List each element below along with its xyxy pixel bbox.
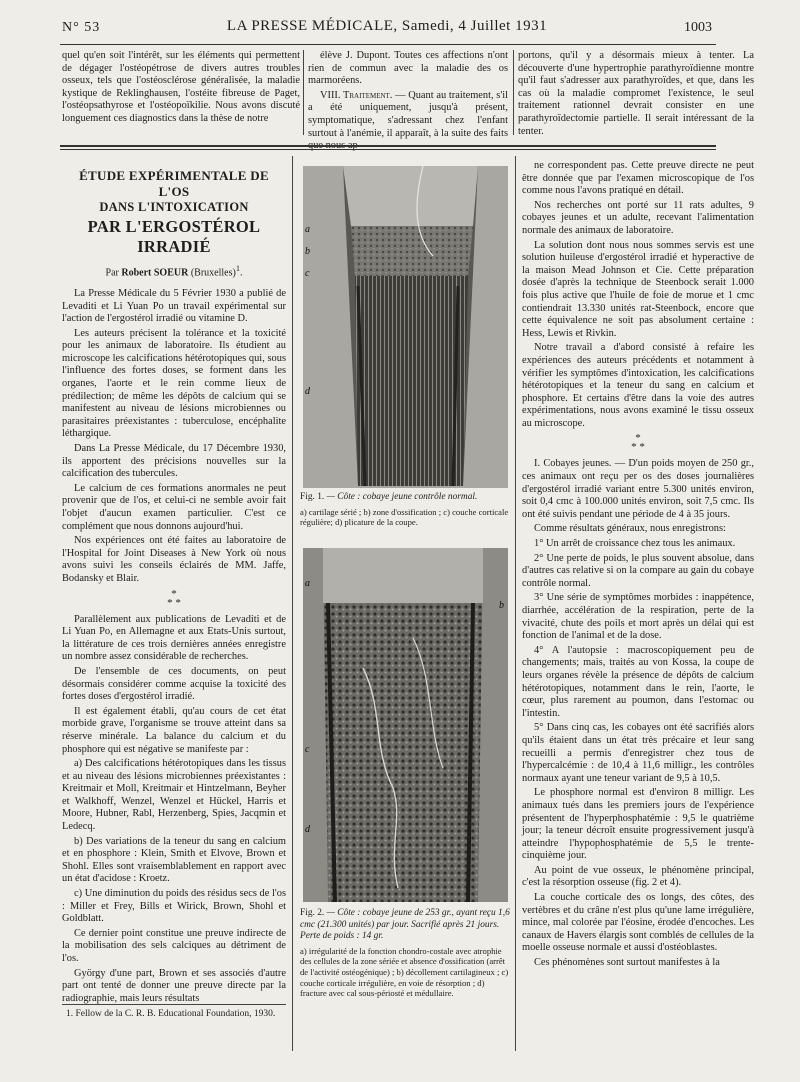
article-column-left <box>62 168 286 1007</box>
issue-date: Samedi, 4 Juillet 1931 <box>401 18 548 34</box>
column-rule <box>513 50 514 135</box>
figure-legend: a) irrégularité de la fonction chondro-costale avec atrophie des cellules de la zone sériée et absence d'ossification (arrêt de l'activité ostéogénique) ; b) décollement cartilagineux ; c) couche corticale irrégulière, en voie de résorption ; d) fracture avec cal sous-périosté et médullaire. <box>300 945 509 999</box>
section-rule-thin <box>60 149 716 150</box>
left-paragraphs-2 <box>62 614 286 1006</box>
column-rule <box>515 156 516 1051</box>
footnote-rule <box>62 1004 286 1005</box>
paragraph: Parallèlement aux publications de Levaditi et de Li Yuan Po, en Allemagne et aux Etats-Unis surtout, la littérature de ces trois dernières années enregistre un nombre assez considérable de recherches. <box>62 613 286 663</box>
paragraph: 3° Une série de symptômes morbides : inappétence, diarrhée, accélération de la respiration, perte de la vivacité, chute des poils et mort après un délai qui est fonction de l'animal et de la dose. <box>522 592 754 642</box>
page-number: 1003 <box>684 20 712 35</box>
paragraph: Notre travail a d'abord consisté à refaire les expériences des auteurs précédents et notamment à vérifier les symptômes d'intoxication, les calcifications hétérotopiques et la teneur du sang en calcium et phosphore. Et certains d'être dans la voie des autres expérimentations, nous avons examiné le tissu osseux au microscope. <box>522 342 754 429</box>
figure-1-caption: Fig. 1. — Côte : cobaye jeune contrôle normal. a) cartilage sérié ; b) zone d'ossification ; c) couche corticale régulière; d) plicature de la coupe. <box>300 492 512 528</box>
paragraph: a) Des calcifications hétérotopiques dans les tissus et au niveau des lésions microbiennes préexistantes : Kreitmair et Moll, Kreitmair et Hintzelmann, Beyher et Walkhoff, Wenzel, Wenzel et Hückel, Harris et Moore, Hubner, Rabl, Herzenberg, Spies, Jacqmin et Ledecq. <box>62 758 286 833</box>
paragraph: Ce dernier point constitue une preuve indirecte de la mobilisation des sels calciques au détriment de l'os. <box>62 927 286 965</box>
paragraph: c) Une diminution du poids des résidus secs de l'os : Miller et Frey, Bills et Wirick, Brown, Shohl et Goldblatt. <box>62 888 286 925</box>
figure-1-micrograph <box>303 166 508 488</box>
figure-number: Fig. 1. <box>300 492 325 502</box>
journal-name: LA PRESSE MÉDICALE, <box>226 18 398 34</box>
article-title-line-2: DANS L'INTOXICATION <box>99 200 249 214</box>
left-paragraphs <box>62 288 286 586</box>
paragraph: György d'une part, Brown et ses associés d'autre part ont tenté de donner une preuve directe par la radiographie, mais leurs résultats <box>62 967 286 1004</box>
paragraph: 4° A l'autopsie : macroscopiquement peu de changements; mais, traités au von Kossa, la coupe de leurs organes révèle la présence de dépôts de calcium hétérotopiques, notamment dans le rein, l'aorte, le cœur, plus rarement au poumon, dans l'estomac ou l'intestin. <box>522 644 754 719</box>
column-rule <box>292 156 293 1051</box>
paragraph: 5° Dans cinq cas, les cobayes ont été sacrifiés alors qu'ils étaient dans un état très précaire et leur sang recueilli a permis d'enregistrer chez tous de l'hypercalcémie : de 10,4 à 11,6 milligr., les contrôles normaux ayant une teneur variant de 9,5 à 10,5. <box>522 722 754 784</box>
footnote: 1. Fellow de la C. R. B. Educational Foundation, 1930. <box>66 1009 276 1019</box>
figure-label: c <box>305 744 310 755</box>
paragraph: I. Cobayes jeunes. — D'un poids moyen de 250 gr., ces animaux ont reçu per os des doses journalières d'ergostérol irradié variant entre 5.300 unités environ, soit 0,4 cmc à 100.000 unités environ, soit 7,5 cmc. Ils ont été suivis pendant une période de 4 à 35 jours. <box>522 458 754 520</box>
figure-2-caption: Fig. 2. — Côte : cobaye jeune de 253 gr., ayant reçu 1,6 cmc (21.300 unités) par jour. Sacrifié après 21 jours. Perte de poids : 14 gr. a) irrégularité de la fonction chondro-costale avec atrophie des cellules de la zone sériée et absence d'ossification (arrêt de l'activité ostéogénique) ; b) décollement cartilagineux ; c) couche corticale irrégulière, en voie de résorption ; d) fracture avec cal sous-périosté et médullaire. <box>300 908 512 999</box>
figure-legend: a) cartilage sérié ; b) zone d'ossification ; c) couche corticale régulière; d) plicature de la coupe. <box>300 506 509 528</box>
section-heading: VIII. Traitement. <box>320 89 393 101</box>
paragraph: Le phosphore normal est d'environ 8 milligr. Les animaux tués dans les premiers jours de l'expérience présentent de l'hyperphosphatémie : 9,5 le quatrième jour; la teneur décroît ensuite progressivement jusqu'à atteindre l'hypophosphatémie de 5,5 le trente-cinquième jour. <box>522 787 754 862</box>
figure-label: a <box>305 578 310 589</box>
paragraph: Les auteurs précisent la tolérance et la toxicité pour les animaux de laboratoire. Ils étudient au microscope les calcifications hétérotopiques qui, sous l'influence des fortes doses, se forment dans les organes, l'aorte et le rein comme lieux de prédilection; de même les dépôts de calcium qui se manifestent au niveau de lésions microbiennes ou parasitaires préexistantes : tuberculose, encéphalite léthargique. <box>62 327 286 440</box>
issue-number: N° 53 <box>62 20 101 35</box>
section-stars: * * * <box>167 587 181 609</box>
paragraph: b) Des variations de la teneur du sang en calcium et en phosphore : Klein, Smith et Elvove, Brown et Shohl. Elles sont vraisemblablement en rapport avec un état d'acidose : Kroetz. <box>62 835 286 885</box>
author-name: Robert SOEUR <box>121 267 189 279</box>
top-column-1 <box>62 50 300 128</box>
footnote-marker: 1 <box>235 264 240 273</box>
section-rule <box>60 145 716 147</box>
right-paragraphs-2 <box>522 458 754 969</box>
section-stars: * * * <box>631 432 645 454</box>
header-rule <box>60 44 716 45</box>
paragraph: 2° Une perte de poids, le plus souvent absolue, dans d'autres cas relative si on la compare au gain du cobaye contrôle normal. <box>522 552 754 589</box>
byline: Par Robert SOEUR (Bruxelles)$^1$. <box>105 264 243 279</box>
paragraph: quel qu'en soit l'intérêt, sur les éléments qui permettent de dégager l'ostéopétrose de divers autres troubles osseux, tels que l'ostéosclérose généralisée, la maladie kystique de Reklinghausen, l'ostéite fibreuse de Paget, l'ostéopsathyrose et l'ostéopoïkilie. Nous avons discuté longuement ces diagnostics dans la thèse de notre <box>62 50 300 124</box>
paragraph: Ces phénomènes sont surtout manifestes à la <box>534 957 720 969</box>
paragraph: Nos recherches ont porté sur 11 rats adultes, 9 cobayes jeunes et un adulte, recevant l'alimentation normale des animaux de laboratoire. <box>522 199 754 236</box>
paragraph: portons, qu'il y a désormais mieux à tenter. La découverte d'une hypertrophie parathyroïdienne montre qu'il faut s'adresser aux parathyroïdes, et que, dans les cas où la maladie compromet l'existence, le seul traitement rationnel devrait consister en une parathyroïdectomie partielle. Il serait intéressant de la tenter. <box>518 50 754 137</box>
paragraph: Il est également établi, qu'au cours de cet état morbide grave, l'organisme se trouve atteint dans sa réserve minérale. La balance du calcium et du phosphore qui est négative se manifeste par : <box>62 705 286 755</box>
paragraph: ne correspondent pas. Cette preuve directe ne peut être donnée que par l'examen microscopique de l'os comme nous l'avons pratiqué en détail. <box>522 160 754 197</box>
article-column-right <box>522 160 754 972</box>
figure-label: a <box>305 224 310 235</box>
running-header <box>62 18 712 44</box>
paragraph: VIII. Traitement. — Quant au traitement, s'il a été uniquement, jusqu'à présent, symptomatique, s'adressant chez l'enfant surtout à l'anémie, il apparaît, à la suite des faits que nous ap- <box>308 89 508 152</box>
figure-label: d <box>305 386 310 397</box>
top-column-3 <box>518 50 754 140</box>
figure-label: b <box>499 600 504 611</box>
paragraph: Dans La Presse Médicale, du 17 Décembre 1930, ils apportent des précisions nouvelles sur la calcification des tubercules. <box>62 443 286 480</box>
paragraph: La Presse Médicale du 5 Février 1930 a publié de Levaditi et Li Yuan Po un travail expérimental sur l'action de l'ergostérol irradié ou vitamine D. <box>62 287 286 325</box>
article-title-line-3: PAR L'ERGOSTÉROL IRRADIÉ <box>87 217 261 256</box>
article-title-line-1: ÉTUDE EXPÉRIMENTALE DE L'OS <box>79 168 269 199</box>
paragraph: La couche corticale des os longs, des côtes, des vertèbres et du crâne n'est plus qu'une lame irrégulière, mince, mal colorée par l'éosine, érodée d'encoches. Les canaux de Havers élargis sont comblés de cellules de la moelle osseuse normale et aussi d'ostéoblastes. <box>522 892 754 954</box>
figure-label: b <box>305 246 310 257</box>
paragraph: Nos expériences ont été faites au laboratoire de l'Hospital for Joint Diseases à New York où nous avons suivi les conseils éclairés de MM. Jaffe, Bodansky et Blair. <box>62 535 286 584</box>
figure-2-micrograph <box>303 548 508 902</box>
paragraph: Au point de vue osseux, le phénomène principal, c'est la résorption osseuse (fig. 2 et 4). <box>522 864 754 889</box>
paragraph: De l'ensemble de ces documents, on peut désormais considérer comme acquise la toxicité des fortes doses d'ergostérol irradié. <box>62 665 286 703</box>
paragraph: Le calcium de ces formations anormales ne peut provenir que de l'os, et celui-ci ne semble avoir fait l'objet d'aucun examen particulier. C'est ce complément que nous donnons aujourd'hui. <box>62 482 286 532</box>
figure-number: Fig. 2. <box>300 908 325 918</box>
top-column-2 <box>308 50 508 155</box>
paragraph: élève J. Dupont. Toutes ces affections n'ont rien de commun avec la maladie des os marmoréens. <box>308 50 508 87</box>
figure-label: d <box>305 824 310 835</box>
paragraph: 1° Un arrêt de croissance chez tous les animaux. <box>534 538 736 550</box>
paragraph: La solution dont nous nous sommes servis est une solution huileuse d'ergostérol irradié et hyperactive de la maison Mead Johnson et Cie. Cette préparation dosée d'après la technique de Steenbock serait 1.000 fois plus active que l'huile de foie de morue et 1 cmc contiendrait 13.330 unités rat-Steenbock, encore que cette équivalence ne soit pas absolument certaine : Hess, Lewis et Rivkin. <box>522 239 754 339</box>
figure-label: c <box>305 268 310 279</box>
column-rule <box>303 50 304 135</box>
journal-title <box>62 18 712 35</box>
paragraph: Comme résultats généraux, nous enregistrons: <box>534 523 726 535</box>
right-paragraphs <box>522 160 754 430</box>
